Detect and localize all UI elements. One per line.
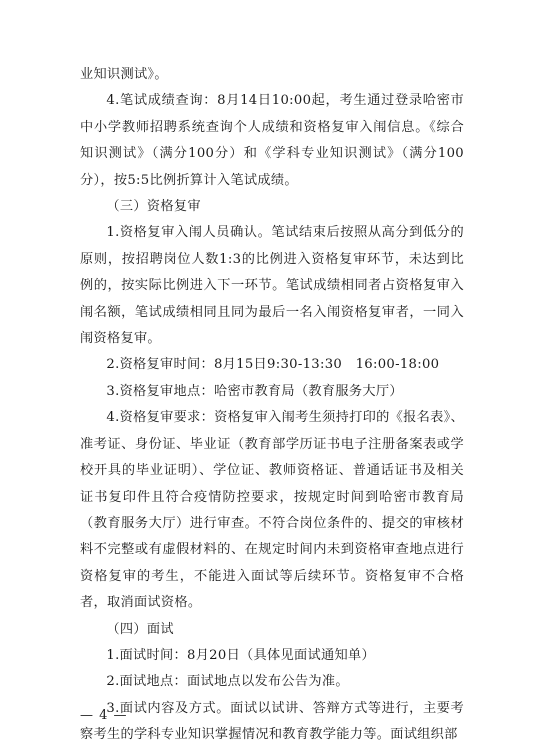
paragraph-interview-content: 3.面试内容及方式。面试以试讲、答辩方式等进行，主要考察考生的学科专业知识掌握情况和教育教学能力等。面试组织部 — [80, 700, 464, 743]
paragraph-review-requirements: 4.资格复审要求：资格复审入闱考生须持打印的《报名表》、准考证、身份证、毕业证（教育部学历证书电子注册备案表或学校开具的毕业证明）、学位证、教师资格证、普通话证书及相关证书复印件且符合疫情防控要求，按规定时间到哈密市教育局（教育服务大厅）进行审查。不符合岗位条件的、提交的审核材料不完整或有虚假材料的、在规定时间内未到资格审查地点进行资格复审的考生，不能进入面试等后续环节。资格复审不合格者，取消面试资格。 — [80, 410, 464, 611]
paragraph-continuation: 业知识测试》。 — [80, 67, 168, 82]
section-heading-interview: （四）面试 — [106, 621, 174, 637]
paragraph-score-query: 4.笔试成绩查询：8月14日10:00起，考生通过登录哈密市中小学教师招聘系统查询个人成绩和资格复审入闱信息。《综合知识测试》（满分100分）和《学科专业知识测试》（满分100分），按5:5比例折算计入笔试成绩。 — [80, 93, 464, 188]
section-heading-qualification-review: （三）资格复审 — [106, 199, 201, 215]
page-number: — 4 — — [80, 708, 128, 723]
paragraph-review-time: 2.资格复审时间：8月15日9:30-13:30 16:00-18:00 — [106, 357, 440, 373]
paragraph-review-location: 3.资格复审地点：哈密市教育局（教育服务大厅） — [106, 383, 403, 399]
paragraph-review-confirmation: 1.资格复审入闱人员确认。笔试结束后按照从高分到低分的原则，按招聘岗位人数1:3的比例进入资格复审环节，未达到比例的，按实际比例进入下一环节。笔试成绩相同者占资格复审入闱名额，笔试成绩相同且同为最后一名入闱资格复审者，一同入闱资格复审。 — [80, 225, 464, 347]
paragraph-interview-location: 2.面试地点：面试地点以发布公告为准。 — [106, 674, 349, 690]
paragraph-interview-time: 1.面试时间：8月20日（具体见面试通知单） — [106, 647, 375, 663]
document-body — [80, 62, 464, 749]
